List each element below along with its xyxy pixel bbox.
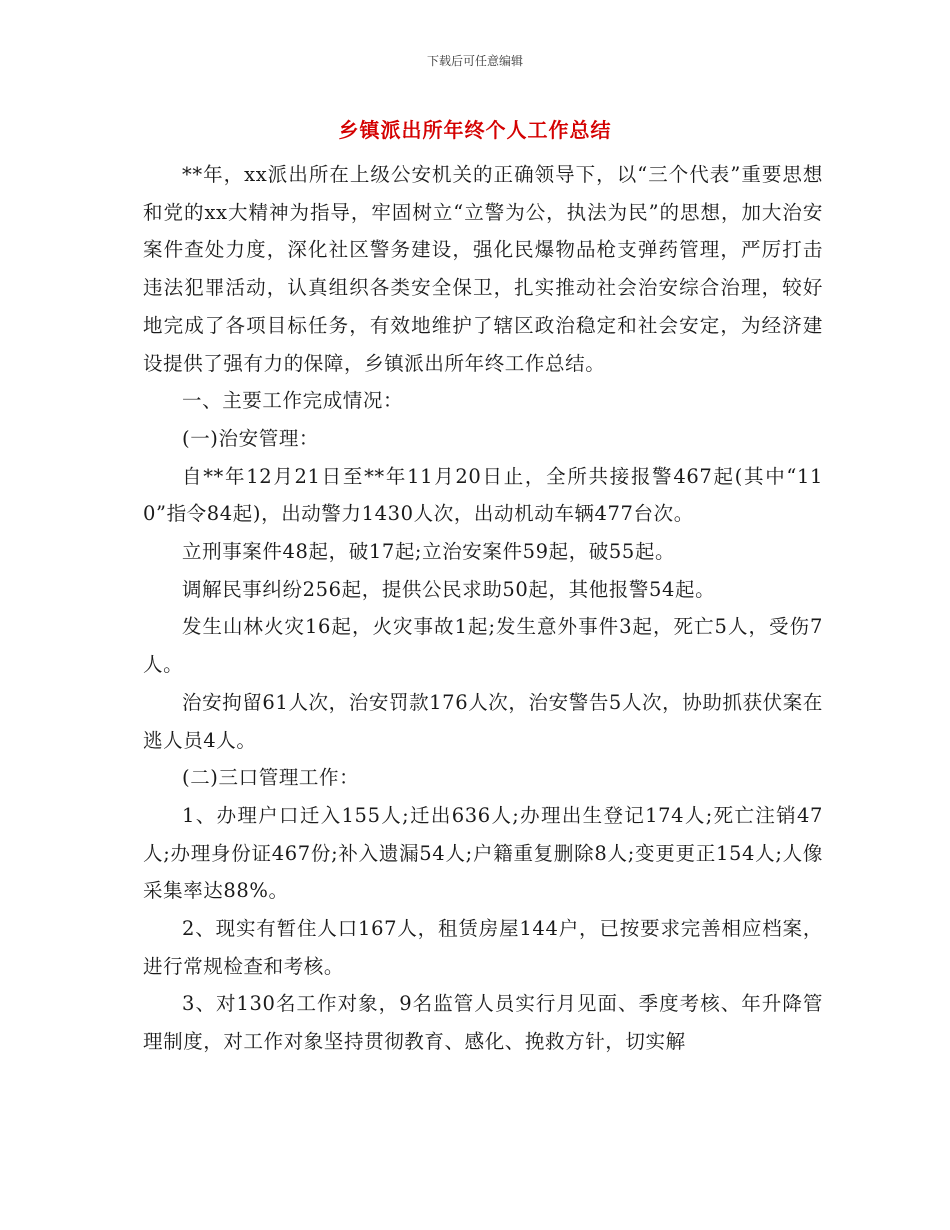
document-title: 乡镇派出所年终个人工作总结 — [338, 118, 612, 142]
subsection-heading-public-order: (一)治安管理： — [182, 426, 320, 450]
paragraph-temporary-residents: 2、现实有暂住人口167人，租赁房屋144户，已按要求完善相应档案，进行常规检查和考核。 — [143, 917, 823, 978]
paragraph-intro: **年，xx派出所在上级公安机关的正确领导下，以“三个代表”重要思想和党的xx大精神为指导，牢固树立“立警为公，执法为民”的思想，加大治安案件查处力度，深化社区警务建设，强化民爆物品枪支弹药管理，严厉打击违法犯罪活动，认真组织各类安全保卫，扎实推动社会治安综合治理，较好地完成了各项目标任务，有效地维护了辖区政治稳定和社会安定，为经济建设提供了强有力的保障，乡镇派出所年终工作总结。 — [143, 163, 823, 375]
document-body — [143, 156, 823, 1061]
paragraph-detention-stats: 治安拘留61人次，治安罚款176人次，治安警告5人次，协助抓获伏案在逃人员4人。 — [143, 690, 823, 752]
paragraph-supervision: 3、对130名工作对象，9名监管人员实行月见面、季度考核、年升降管理制度，对工作对象坚持贯彻教育、感化、挽救方针，切实解 — [143, 992, 823, 1054]
paragraph-household-stats: 1、办理户口迁入155人;迁出636人;办理出生登记174人;死亡注销47人;办理身份证467份;补入遗漏54人;户籍重复删除8人;变更更正154人;人像采集率达88%。 — [143, 803, 823, 903]
paragraph-case-stats: 立刑事案件48起，破17起;立治安案件59起，破55起。 — [182, 540, 676, 564]
subsection-heading-population: (二)三口管理工作： — [182, 766, 360, 790]
paragraph-alarm-stats: 自**年12月21日至**年11月20日止，全所共接报警467起(其中“110”指令84起)，出动警力1430人次，出动机动车辆477台次。 — [143, 464, 823, 526]
paragraph-fire-stats: 发生山林火灾16起，火灾事故1起;发生意外事件3起，死亡5人，受伤7人。 — [143, 615, 823, 677]
page-header-note: 下载后可任意编辑 — [426, 54, 523, 68]
section-heading-main-work: 一、主要工作完成情况： — [182, 389, 404, 413]
paragraph-dispute-stats: 调解民事纠纷256起，提供公民求助50起，其他报警54起。 — [182, 577, 716, 601]
